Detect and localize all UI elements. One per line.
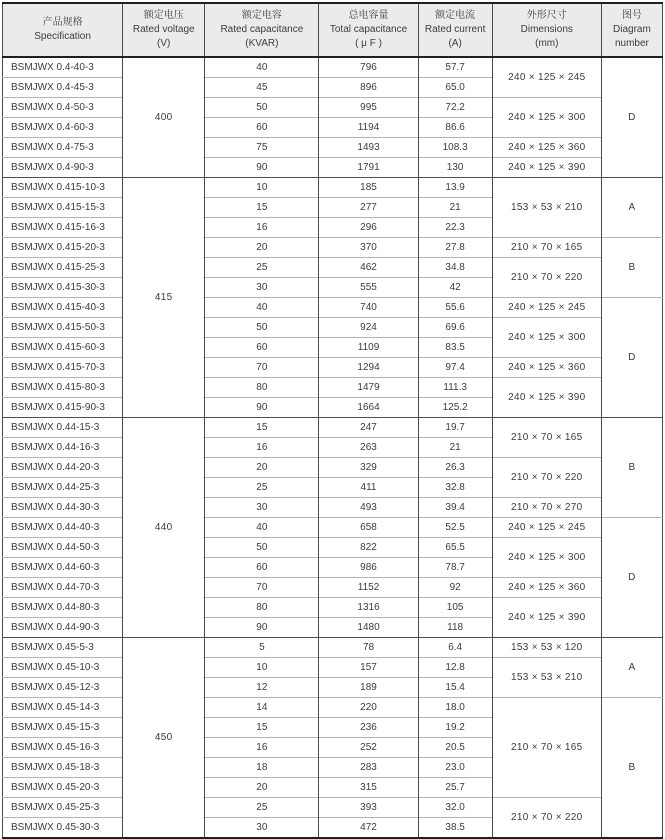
total-capacitance-cell: 220 xyxy=(319,698,418,718)
total-capacitance-cell: 263 xyxy=(319,438,418,458)
column-header-dimensions xyxy=(492,3,601,57)
total-capacitance-cell: 995 xyxy=(319,98,418,118)
header-line: 额定电流 xyxy=(435,10,476,21)
current-cell: 6.4 xyxy=(418,638,492,658)
spec-cell: BSMJWX 0.45-15-3 xyxy=(3,718,123,738)
total-capacitance-cell: 277 xyxy=(319,198,418,218)
capacitance-cell: 30 xyxy=(205,818,319,839)
dimensions-cell: 210 × 70 × 220 xyxy=(492,258,601,298)
current-cell: 65.0 xyxy=(418,78,492,98)
capacitance-cell: 90 xyxy=(205,618,319,638)
diagram-cell: A xyxy=(601,178,662,238)
table-row xyxy=(3,98,663,118)
header-row xyxy=(3,3,663,57)
dimensions-cell: 240 × 125 × 360 xyxy=(492,138,601,158)
column-header-total-capacitance xyxy=(319,3,418,57)
capacitance-cell: 20 xyxy=(205,778,319,798)
current-cell: 25.7 xyxy=(418,778,492,798)
table-row xyxy=(3,518,663,538)
capacitance-cell: 80 xyxy=(205,598,319,618)
spec-cell: BSMJWX 0.415-60-3 xyxy=(3,338,123,358)
capacitance-cell: 15 xyxy=(205,718,319,738)
spec-cell: BSMJWX 0.44-60-3 xyxy=(3,558,123,578)
header-line: (KVAR) xyxy=(245,38,279,49)
spec-cell: BSMJWX 0.415-90-3 xyxy=(3,398,123,418)
dimensions-cell: 240 × 125 × 245 xyxy=(492,57,601,98)
total-capacitance-cell: 370 xyxy=(319,238,418,258)
capacitance-cell: 60 xyxy=(205,338,319,358)
total-capacitance-cell: 236 xyxy=(319,718,418,738)
diagram-cell: B xyxy=(601,698,662,839)
capacitance-cell: 75 xyxy=(205,138,319,158)
capacitance-cell: 20 xyxy=(205,458,319,478)
diagram-cell: D xyxy=(601,298,662,418)
current-cell: 18.0 xyxy=(418,698,492,718)
voltage-cell: 415 xyxy=(123,178,205,418)
dimensions-cell: 153 × 53 × 210 xyxy=(492,658,601,698)
diagram-cell: A xyxy=(601,638,662,698)
capacitance-cell: 60 xyxy=(205,118,319,138)
current-cell: 57.7 xyxy=(418,57,492,78)
current-cell: 65.5 xyxy=(418,538,492,558)
current-cell: 97.4 xyxy=(418,358,492,378)
current-cell: 27.8 xyxy=(418,238,492,258)
capacitance-cell: 12 xyxy=(205,678,319,698)
total-capacitance-cell: 1479 xyxy=(319,378,418,398)
capacitance-cell: 70 xyxy=(205,358,319,378)
current-cell: 72.2 xyxy=(418,98,492,118)
table-row xyxy=(3,638,663,658)
table-row xyxy=(3,138,663,158)
spec-cell: BSMJWX 0.415-80-3 xyxy=(3,378,123,398)
dimensions-cell: 240 × 125 × 300 xyxy=(492,98,601,138)
current-cell: 19.7 xyxy=(418,418,492,438)
capacitance-cell: 80 xyxy=(205,378,319,398)
spec-cell: BSMJWX 0.415-40-3 xyxy=(3,298,123,318)
capacitance-cell: 16 xyxy=(205,738,319,758)
current-cell: 34.8 xyxy=(418,258,492,278)
total-capacitance-cell: 1152 xyxy=(319,578,418,598)
column-header-rated-capacitance xyxy=(205,3,319,57)
dimensions-cell: 210 × 70 × 165 xyxy=(492,418,601,458)
total-capacitance-cell: 896 xyxy=(319,78,418,98)
dimensions-cell: 240 × 125 × 360 xyxy=(492,578,601,598)
capacitance-cell: 15 xyxy=(205,418,319,438)
spec-cell: BSMJWX 0.4-75-3 xyxy=(3,138,123,158)
spec-cell: BSMJWX 0.44-16-3 xyxy=(3,438,123,458)
table-row xyxy=(3,418,663,438)
spec-cell: BSMJWX 0.45-20-3 xyxy=(3,778,123,798)
table-row xyxy=(3,378,663,398)
current-cell: 20.5 xyxy=(418,738,492,758)
capacitance-cell: 14 xyxy=(205,698,319,718)
current-cell: 32.8 xyxy=(418,478,492,498)
table-header xyxy=(3,3,663,57)
capacitance-cell: 16 xyxy=(205,218,319,238)
header-line: 图号 xyxy=(621,10,642,21)
current-cell: 13.9 xyxy=(418,178,492,198)
current-cell: 19.2 xyxy=(418,718,492,738)
dimensions-cell: 210 × 70 × 220 xyxy=(492,458,601,498)
spec-cell: BSMJWX 0.45-10-3 xyxy=(3,658,123,678)
header-line: 额定电容 xyxy=(241,10,282,21)
spec-cell: BSMJWX 0.44-50-3 xyxy=(3,538,123,558)
spec-cell: BSMJWX 0.4-40-3 xyxy=(3,57,123,78)
spec-cell: BSMJWX 0.45-25-3 xyxy=(3,798,123,818)
capacitance-cell: 15 xyxy=(205,198,319,218)
total-capacitance-cell: 247 xyxy=(319,418,418,438)
total-capacitance-cell: 1480 xyxy=(319,618,418,638)
column-header-rated-current xyxy=(418,3,492,57)
total-capacitance-cell: 252 xyxy=(319,738,418,758)
spec-cell: BSMJWX 0.415-15-3 xyxy=(3,198,123,218)
total-capacitance-cell: 1791 xyxy=(319,158,418,178)
current-cell: 118 xyxy=(418,618,492,638)
table-row xyxy=(3,798,663,818)
table-row xyxy=(3,238,663,258)
capacitance-cell: 70 xyxy=(205,578,319,598)
capacitance-cell: 25 xyxy=(205,798,319,818)
spec-cell: BSMJWX 0.4-90-3 xyxy=(3,158,123,178)
current-cell: 23.0 xyxy=(418,758,492,778)
spec-cell: BSMJWX 0.415-20-3 xyxy=(3,238,123,258)
spec-cell: BSMJWX 0.44-40-3 xyxy=(3,518,123,538)
header-line: 产品规格 xyxy=(42,17,83,28)
header-line: (A) xyxy=(448,38,462,49)
spec-cell: BSMJWX 0.44-70-3 xyxy=(3,578,123,598)
table-row xyxy=(3,598,663,618)
current-cell: 21 xyxy=(418,198,492,218)
total-capacitance-cell: 1194 xyxy=(319,118,418,138)
current-cell: 52.5 xyxy=(418,518,492,538)
total-capacitance-cell: 1109 xyxy=(319,338,418,358)
spec-cell: BSMJWX 0.45-18-3 xyxy=(3,758,123,778)
current-cell: 86.6 xyxy=(418,118,492,138)
capacitance-cell: 18 xyxy=(205,758,319,778)
column-header-diagram-number xyxy=(601,3,662,57)
capacitance-cell: 90 xyxy=(205,398,319,418)
voltage-cell: 400 xyxy=(123,57,205,178)
capacitance-cell: 10 xyxy=(205,178,319,198)
current-cell: 32.0 xyxy=(418,798,492,818)
dimensions-cell: 153 × 53 × 120 xyxy=(492,638,601,658)
current-cell: 55.6 xyxy=(418,298,492,318)
column-header-rated-voltage xyxy=(123,3,205,57)
spec-cell: BSMJWX 0.45-16-3 xyxy=(3,738,123,758)
total-capacitance-cell: 1294 xyxy=(319,358,418,378)
capacitance-cell: 5 xyxy=(205,638,319,658)
total-capacitance-cell: 555 xyxy=(319,278,418,298)
table-row xyxy=(3,178,663,198)
header-line: (mm) xyxy=(535,38,559,49)
total-capacitance-cell: 1493 xyxy=(319,138,418,158)
table-row xyxy=(3,298,663,318)
table-row xyxy=(3,538,663,558)
current-cell: 78.7 xyxy=(418,558,492,578)
dimensions-cell: 240 × 125 × 245 xyxy=(492,518,601,538)
spec-cell: BSMJWX 0.415-50-3 xyxy=(3,318,123,338)
total-capacitance-cell: 329 xyxy=(319,458,418,478)
total-capacitance-cell: 986 xyxy=(319,558,418,578)
dimensions-cell: 210 × 70 × 270 xyxy=(492,498,601,518)
header-line: Dimensions xyxy=(520,24,573,35)
capacitance-cell: 60 xyxy=(205,558,319,578)
total-capacitance-cell: 1664 xyxy=(319,398,418,418)
spec-cell: BSMJWX 0.415-30-3 xyxy=(3,278,123,298)
header-line: Rated capacitance xyxy=(220,24,304,35)
current-cell: 38.5 xyxy=(418,818,492,839)
table-row xyxy=(3,698,663,718)
dimensions-cell: 240 × 125 × 390 xyxy=(492,598,601,638)
dimensions-cell: 240 × 125 × 390 xyxy=(492,158,601,178)
spec-cell: BSMJWX 0.415-10-3 xyxy=(3,178,123,198)
current-cell: 21 xyxy=(418,438,492,458)
capacitance-cell: 45 xyxy=(205,78,319,98)
table-row xyxy=(3,358,663,378)
table-row xyxy=(3,578,663,598)
total-capacitance-cell: 472 xyxy=(319,818,418,839)
voltage-cell: 440 xyxy=(123,418,205,638)
diagram-cell: B xyxy=(601,238,662,298)
current-cell: 22.3 xyxy=(418,218,492,238)
capacitance-cell: 10 xyxy=(205,658,319,678)
capacitance-cell: 50 xyxy=(205,98,319,118)
header-line: Total capacitance xyxy=(329,24,408,35)
dimensions-cell: 240 × 125 × 360 xyxy=(492,358,601,378)
spec-cell: BSMJWX 0.45-12-3 xyxy=(3,678,123,698)
spec-cell: BSMJWX 0.45-30-3 xyxy=(3,818,123,839)
current-cell: 15.4 xyxy=(418,678,492,698)
current-cell: 130 xyxy=(418,158,492,178)
total-capacitance-cell: 185 xyxy=(319,178,418,198)
total-capacitance-cell: 157 xyxy=(319,658,418,678)
current-cell: 108.3 xyxy=(418,138,492,158)
header-line: 总电容量 xyxy=(348,10,389,21)
total-capacitance-cell: 740 xyxy=(319,298,418,318)
spec-cell: BSMJWX 0.4-45-3 xyxy=(3,78,123,98)
dimensions-cell: 240 × 125 × 245 xyxy=(492,298,601,318)
total-capacitance-cell: 411 xyxy=(319,478,418,498)
capacitance-cell: 25 xyxy=(205,258,319,278)
total-capacitance-cell: 924 xyxy=(319,318,418,338)
total-capacitance-cell: 189 xyxy=(319,678,418,698)
table-body xyxy=(3,57,663,838)
capacitance-cell: 40 xyxy=(205,518,319,538)
capacitance-cell: 50 xyxy=(205,538,319,558)
header-line: number xyxy=(614,38,649,49)
capacitor-spec-table xyxy=(2,2,663,839)
spec-cell: BSMJWX 0.4-60-3 xyxy=(3,118,123,138)
header-line: 额定电压 xyxy=(143,10,184,21)
dimensions-cell: 210 × 70 × 220 xyxy=(492,798,601,839)
diagram-cell: D xyxy=(601,518,662,638)
header-line: ( μ F ) xyxy=(355,38,382,49)
spec-cell: BSMJWX 0.45-14-3 xyxy=(3,698,123,718)
capacitance-cell: 30 xyxy=(205,498,319,518)
total-capacitance-cell: 315 xyxy=(319,778,418,798)
header-line: 外形尺寸 xyxy=(526,10,567,21)
table-row xyxy=(3,498,663,518)
capacitance-cell: 90 xyxy=(205,158,319,178)
diagram-cell: B xyxy=(601,418,662,518)
total-capacitance-cell: 796 xyxy=(319,57,418,78)
dimensions-cell: 240 × 125 × 300 xyxy=(492,318,601,358)
current-cell: 105 xyxy=(418,598,492,618)
table-row xyxy=(3,458,663,478)
spec-cell: BSMJWX 0.415-70-3 xyxy=(3,358,123,378)
capacitance-cell: 20 xyxy=(205,238,319,258)
table-row xyxy=(3,318,663,338)
dimensions-cell: 153 × 53 × 210 xyxy=(492,178,601,238)
header-line: (V) xyxy=(157,38,171,49)
total-capacitance-cell: 296 xyxy=(319,218,418,238)
capacitance-cell: 30 xyxy=(205,278,319,298)
current-cell: 83.5 xyxy=(418,338,492,358)
current-cell: 26.3 xyxy=(418,458,492,478)
total-capacitance-cell: 393 xyxy=(319,798,418,818)
capacitance-cell: 50 xyxy=(205,318,319,338)
total-capacitance-cell: 658 xyxy=(319,518,418,538)
current-cell: 42 xyxy=(418,278,492,298)
table-row xyxy=(3,258,663,278)
capacitance-cell: 16 xyxy=(205,438,319,458)
total-capacitance-cell: 283 xyxy=(319,758,418,778)
current-cell: 92 xyxy=(418,578,492,598)
current-cell: 69.6 xyxy=(418,318,492,338)
current-cell: 125.2 xyxy=(418,398,492,418)
capacitance-cell: 40 xyxy=(205,298,319,318)
total-capacitance-cell: 822 xyxy=(319,538,418,558)
spec-cell: BSMJWX 0.45-5-3 xyxy=(3,638,123,658)
total-capacitance-cell: 1316 xyxy=(319,598,418,618)
table-row xyxy=(3,57,663,78)
spec-cell: BSMJWX 0.4-50-3 xyxy=(3,98,123,118)
spec-cell: BSMJWX 0.415-16-3 xyxy=(3,218,123,238)
table-row xyxy=(3,658,663,678)
voltage-cell: 450 xyxy=(123,638,205,839)
spec-cell: BSMJWX 0.44-80-3 xyxy=(3,598,123,618)
header-line: Rated current xyxy=(424,24,486,35)
current-cell: 39.4 xyxy=(418,498,492,518)
capacitance-cell: 25 xyxy=(205,478,319,498)
dimensions-cell: 210 × 70 × 165 xyxy=(492,698,601,798)
dimensions-cell: 210 × 70 × 165 xyxy=(492,238,601,258)
spec-cell: BSMJWX 0.44-30-3 xyxy=(3,498,123,518)
current-cell: 111.3 xyxy=(418,378,492,398)
table-row xyxy=(3,158,663,178)
total-capacitance-cell: 78 xyxy=(319,638,418,658)
dimensions-cell: 240 × 125 × 300 xyxy=(492,538,601,578)
header-line: Rated voltage xyxy=(132,24,195,35)
total-capacitance-cell: 493 xyxy=(319,498,418,518)
column-header-specification xyxy=(3,3,123,57)
spec-cell: BSMJWX 0.44-90-3 xyxy=(3,618,123,638)
header-line: Specification xyxy=(34,31,91,42)
diagram-cell: D xyxy=(601,57,662,178)
current-cell: 12.8 xyxy=(418,658,492,678)
spec-cell: BSMJWX 0.44-25-3 xyxy=(3,478,123,498)
spec-cell: BSMJWX 0.44-15-3 xyxy=(3,418,123,438)
spec-cell: BSMJWX 0.44-20-3 xyxy=(3,458,123,478)
dimensions-cell: 240 × 125 × 390 xyxy=(492,378,601,418)
total-capacitance-cell: 462 xyxy=(319,258,418,278)
header-line: Diagram xyxy=(613,24,651,35)
capacitance-cell: 40 xyxy=(205,57,319,78)
spec-cell: BSMJWX 0.415-25-3 xyxy=(3,258,123,278)
